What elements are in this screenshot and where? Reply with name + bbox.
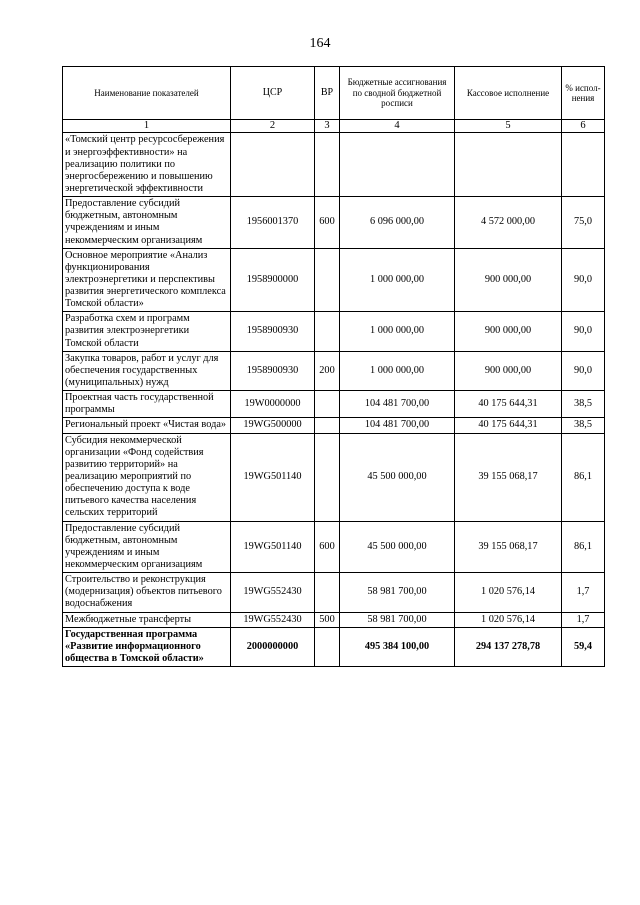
table-row: [63, 627, 605, 666]
cell-vr: [315, 573, 340, 612]
cell-cash: 4 572 000,00: [455, 197, 562, 249]
cell-budget: 1 000 000,00: [340, 351, 455, 390]
cell-csr: 1958900000: [231, 248, 315, 312]
cell-budget: 58 981 700,00: [340, 573, 455, 612]
cell-name: Межбюджетные трансферты: [63, 612, 231, 627]
cell-budget: 6 096 000,00: [340, 197, 455, 249]
cell-vr: [315, 433, 340, 521]
cell-cash: 39 155 068,17: [455, 433, 562, 521]
cell-csr: 19WG552430: [231, 612, 315, 627]
cell-name: Основное мероприятие «Анализ функционирования электроэнергетики и перспективы развития энергетического комплекса Томской области»: [63, 248, 231, 312]
header-name: Наименование показателей: [63, 67, 231, 120]
cell-name: Субсидия некоммерческой организации «Фонд содействия развитию территорий» на реализацию мероприятий по обеспечению доступа к воде питьевого качества населения сельских территорий: [63, 433, 231, 521]
cell-cash: [455, 133, 562, 197]
cell-budget: 1 000 000,00: [340, 248, 455, 312]
cell-csr: 19WG501140: [231, 521, 315, 573]
cell-csr: 1958900930: [231, 312, 315, 351]
cell-percent: 86,1: [562, 433, 605, 521]
cell-name: Предоставление субсидий бюджетным, автономным учреждениям и иным некоммерческим организациям: [63, 197, 231, 249]
column-number: 3: [315, 120, 340, 133]
cell-percent: 38,5: [562, 391, 605, 418]
cell-name: Строительство и реконструкция (модернизация) объектов питьевого водоснабжения: [63, 573, 231, 612]
cell-budget: 104 481 700,00: [340, 391, 455, 418]
table-row: [63, 391, 605, 418]
table-row: [63, 312, 605, 351]
cell-name: Закупка товаров, работ и услуг для обеспечения государственных (муниципальных) нужд: [63, 351, 231, 390]
header-cash: Кассовое исполнение: [455, 67, 562, 120]
cell-percent: [562, 133, 605, 197]
cell-budget: 1 000 000,00: [340, 312, 455, 351]
cell-cash: 900 000,00: [455, 312, 562, 351]
table-row: [63, 133, 605, 197]
cell-csr: 19WG501140: [231, 433, 315, 521]
cell-cash: 294 137 278,78: [455, 627, 562, 666]
cell-budget: 45 500 000,00: [340, 521, 455, 573]
cell-name: Государственная программа «Развитие информационного общества в Томской области»: [63, 627, 231, 666]
header-percent: % испол-нения: [562, 67, 605, 120]
table-row: [63, 433, 605, 521]
cell-csr: 19WG552430: [231, 573, 315, 612]
cell-vr: 600: [315, 521, 340, 573]
cell-percent: 38,5: [562, 418, 605, 433]
column-number: 1: [63, 120, 231, 133]
table-row: [63, 521, 605, 573]
cell-csr: 19WG500000: [231, 418, 315, 433]
cell-csr: 1956001370: [231, 197, 315, 249]
cell-vr: [315, 133, 340, 197]
cell-name: Региональный проект «Чистая вода»: [63, 418, 231, 433]
column-number: 5: [455, 120, 562, 133]
cell-percent: 90,0: [562, 351, 605, 390]
table-row: [63, 612, 605, 627]
cell-percent: 90,0: [562, 248, 605, 312]
column-number: 4: [340, 120, 455, 133]
cell-name: «Томский центр ресурсосбережения и энергоэффективности» на реализацию политики по энергосбережению и повышению энергетической эффективности: [63, 133, 231, 197]
cell-percent: 1,7: [562, 612, 605, 627]
cell-vr: 600: [315, 197, 340, 249]
cell-vr: [315, 627, 340, 666]
table-row: [63, 418, 605, 433]
cell-name: Предоставление субсидий бюджетным, автономным учреждениям и иным некоммерческим организациям: [63, 521, 231, 573]
cell-vr: [315, 248, 340, 312]
table-header-row: [63, 67, 605, 120]
cell-budget: [340, 133, 455, 197]
budget-execution-table: [62, 66, 605, 667]
cell-csr: [231, 133, 315, 197]
column-number-row: [63, 120, 605, 133]
header-budget: Бюджетные ассигнования по сводной бюджетной росписи: [340, 67, 455, 120]
cell-percent: 86,1: [562, 521, 605, 573]
cell-vr: [315, 312, 340, 351]
cell-csr: 19W0000000: [231, 391, 315, 418]
cell-cash: 900 000,00: [455, 248, 562, 312]
cell-percent: 59,4: [562, 627, 605, 666]
column-number: 2: [231, 120, 315, 133]
table-row: [63, 573, 605, 612]
cell-vr: [315, 418, 340, 433]
cell-budget: 104 481 700,00: [340, 418, 455, 433]
cell-percent: 90,0: [562, 312, 605, 351]
cell-cash: 39 155 068,17: [455, 521, 562, 573]
cell-budget: 45 500 000,00: [340, 433, 455, 521]
cell-cash: 40 175 644,31: [455, 418, 562, 433]
cell-cash: 1 020 576,14: [455, 573, 562, 612]
cell-budget: 58 981 700,00: [340, 612, 455, 627]
cell-cash: 40 175 644,31: [455, 391, 562, 418]
cell-budget: 495 384 100,00: [340, 627, 455, 666]
cell-vr: 200: [315, 351, 340, 390]
page-number: 164: [309, 36, 331, 51]
cell-name: Проектная часть государственной программы: [63, 391, 231, 418]
cell-vr: [315, 391, 340, 418]
cell-csr: 2000000000: [231, 627, 315, 666]
header-vr: ВР: [315, 67, 340, 120]
table-row: [63, 248, 605, 312]
table-row: [63, 351, 605, 390]
cell-name: Разработка схем и программ развития электроэнергетики Томской области: [63, 312, 231, 351]
table-row: [63, 197, 605, 249]
column-number: 6: [562, 120, 605, 133]
cell-csr: 1958900930: [231, 351, 315, 390]
header-csr: ЦСР: [231, 67, 315, 120]
cell-vr: 500: [315, 612, 340, 627]
cell-cash: 900 000,00: [455, 351, 562, 390]
cell-percent: 1,7: [562, 573, 605, 612]
cell-percent: 75,0: [562, 197, 605, 249]
cell-cash: 1 020 576,14: [455, 612, 562, 627]
